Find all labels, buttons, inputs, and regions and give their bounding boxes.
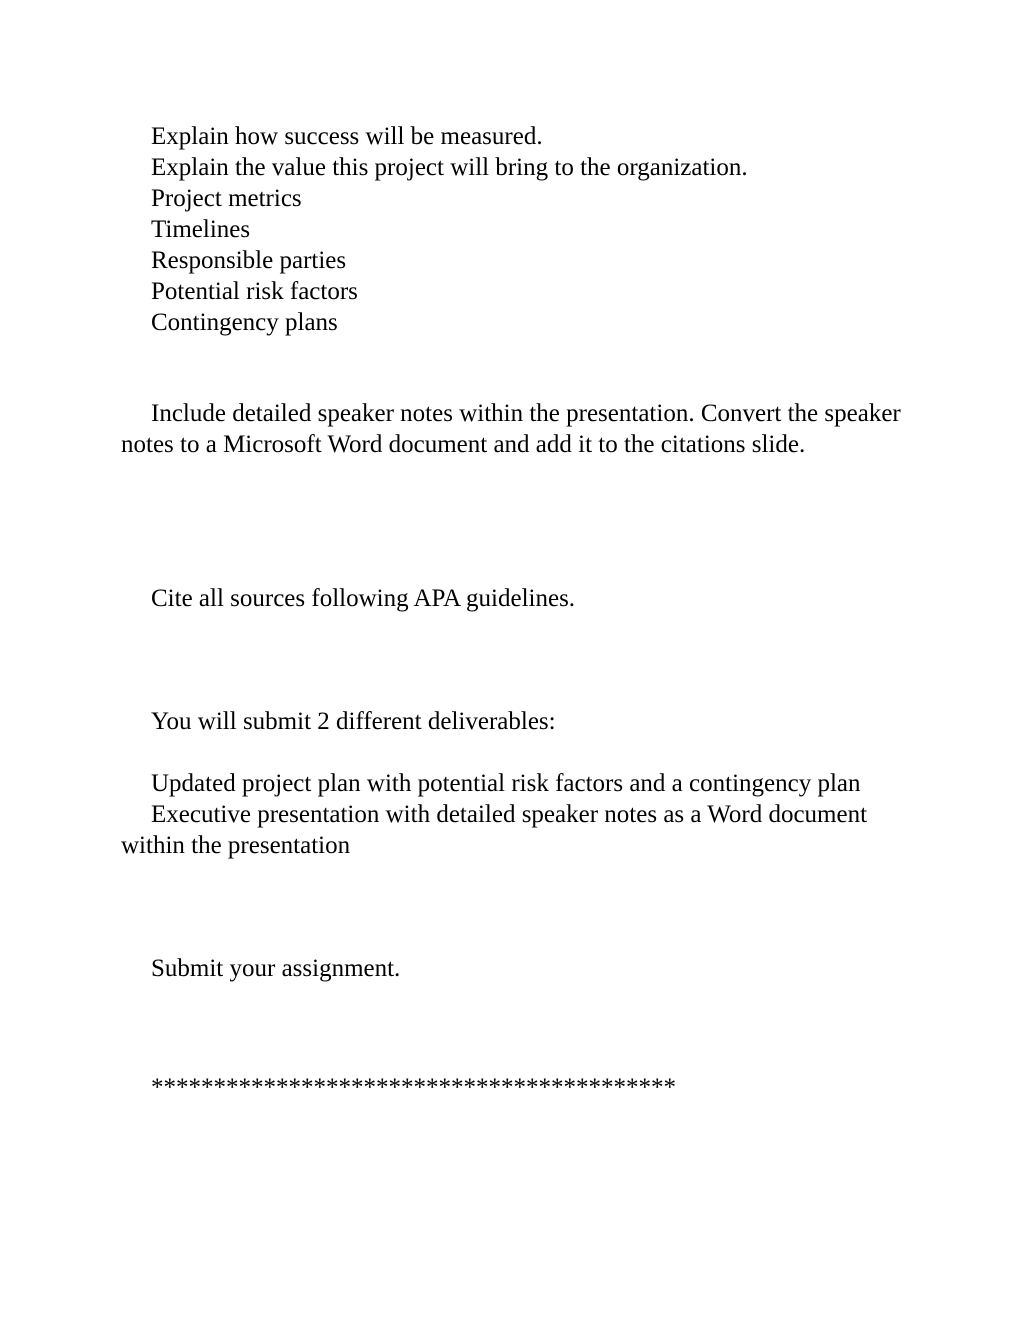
- separator-line: ******************************************: [151, 1074, 676, 1101]
- list-item: Responsible parties: [151, 247, 347, 274]
- list-item: Explain how success will be measured.: [151, 123, 543, 150]
- citation-paragraph: Cite all sources following APA guidelines.: [151, 585, 576, 612]
- deliverable-item: Executive presentation with detailed speaker notes as a Word document within the presentation: [121, 801, 868, 859]
- deliverables-list: [121, 768, 911, 861]
- list-item: Project metrics: [151, 185, 302, 212]
- list-item: Timelines: [151, 216, 251, 243]
- deliverable-item: Updated project plan with potential risk factors and a contingency plan: [151, 770, 861, 797]
- requirements-list: [121, 121, 911, 338]
- list-item: Potential risk factors: [151, 278, 358, 305]
- list-item: Contingency plans: [151, 309, 338, 336]
- list-item: Explain the value this project will bring to the organization.: [151, 154, 748, 181]
- submit-paragraph: Submit your assignment.: [151, 955, 401, 982]
- deliverables-intro: You will submit 2 different deliverables:: [151, 708, 556, 735]
- speaker-notes-paragraph: Include detailed speaker notes within the presentation. Convert the speaker notes to a Microsoft Word document and add it to the citations slide.: [121, 400, 901, 458]
